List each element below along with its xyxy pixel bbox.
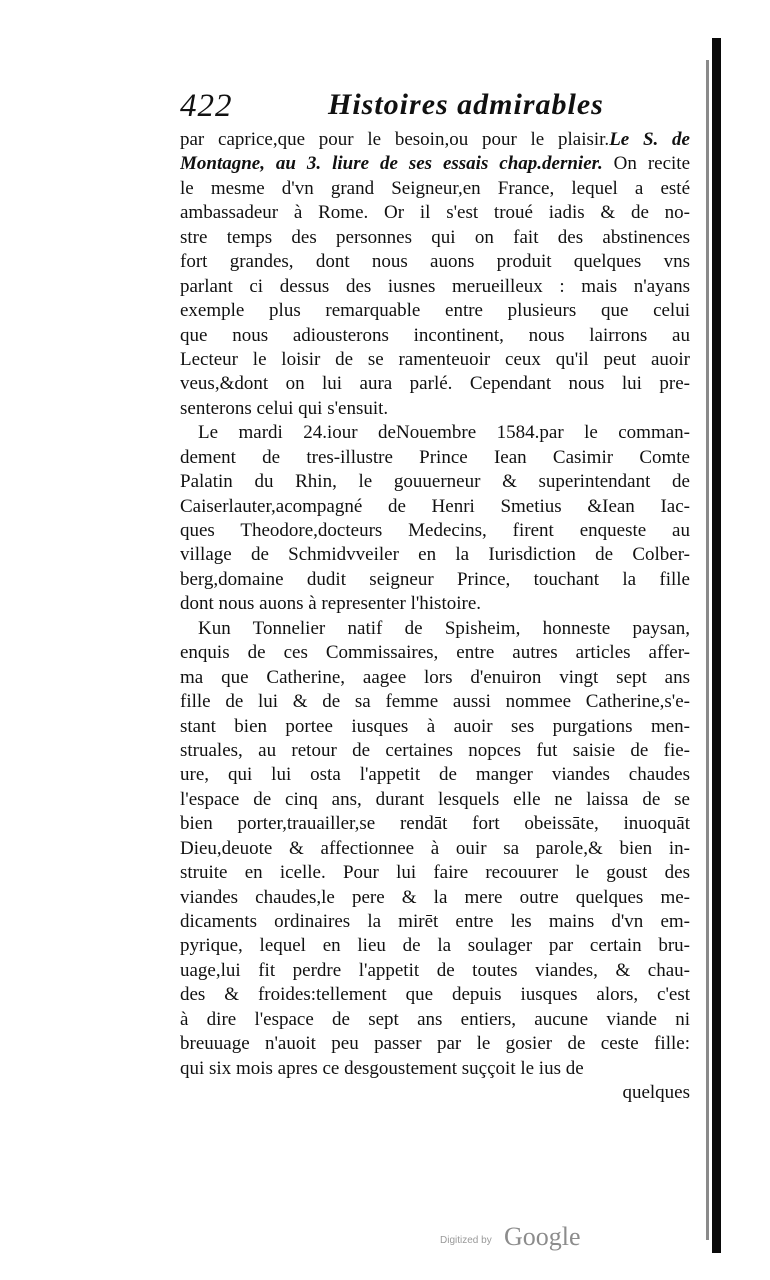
- text-line: [180, 543, 690, 567]
- text-line: [180, 128, 690, 152]
- line-text: ure, qui lui osta l'appetit de manger viandes chaudes: [180, 764, 690, 786]
- text-line: [180, 690, 690, 714]
- body-text: [180, 128, 690, 1106]
- line-text: stre temps des personnes qui on fait des abstinences: [180, 226, 690, 248]
- marginal-reference: Le S. de: [609, 129, 690, 150]
- text-line: [180, 495, 690, 519]
- line-text: bien porter,trauailler,se rendāt fort obeissāte, inuoquāt: [180, 813, 690, 835]
- text-line: [180, 739, 690, 763]
- text-line: [180, 348, 690, 372]
- text-line: [180, 1057, 690, 1081]
- line-text: Palatin du Rhin, le gouuerneur & superintendant de: [180, 471, 690, 493]
- line-text: par caprice,que pour le besoin,ou pour le plaisir.: [180, 129, 610, 150]
- text-line: [180, 763, 690, 787]
- running-head: [180, 88, 690, 128]
- text-line: [180, 519, 690, 543]
- line-text: dicaments ordinaires la mirēt entre les mains d'vn em-: [180, 911, 690, 932]
- page-number: 422: [180, 88, 233, 124]
- book-spine-edge: [712, 38, 721, 1253]
- line-text: stant bien portee iusques à auoir ses purgations men-: [180, 715, 690, 737]
- text-line: [180, 886, 690, 910]
- text-line: [180, 812, 690, 836]
- line-text: l'espace de cinq ans, durant lesquels elle ne laissa de se: [180, 788, 690, 810]
- text-line: [180, 275, 690, 299]
- line-text: Le mardi 24.iour deNouembre 1584.par le comman-: [198, 422, 690, 444]
- line-text: struales, au retour de certaines nopces fut saisie de fie-: [180, 739, 690, 761]
- line-text: dement de tres-illustre Prince Iean Casimir Comte: [180, 446, 690, 468]
- line-text: Lecteur le loisir de se ramenteuoir ceux qu'il peut auoir: [180, 348, 690, 370]
- line-text: qui six mois apres ce desgoustement suççoit le ius de: [180, 1057, 584, 1079]
- line-text: Dieu,deuote & affectionnee à ouir sa parole,& bien in-: [180, 837, 690, 859]
- line-text: breuuage n'auoit peu passer par le gosier de ceste fille:: [180, 1033, 690, 1055]
- line-text: exemple plus remarquable entre plusieurs que celui: [180, 300, 690, 322]
- line-text: fille de lui & de sa femme aussi nommee Catherine,s'e-: [180, 691, 690, 713]
- text-line: [180, 299, 690, 323]
- catchword: quelques: [622, 1082, 690, 1104]
- text-line: [180, 372, 690, 396]
- line-text: viandes chaudes,le pere & la mere outre quelques me-: [180, 886, 690, 908]
- line-text: ma que Catherine, aagee lors d'enuiron vingt sept ans: [180, 666, 690, 688]
- text-line: [180, 1008, 690, 1032]
- text-line: [180, 837, 690, 861]
- line-text: le mesme d'vn grand Seigneur,en France, lequel a esté: [180, 177, 690, 199]
- text-line: [180, 421, 690, 445]
- text-line: [180, 959, 690, 983]
- text-line: [180, 617, 690, 641]
- text-line: [180, 568, 690, 592]
- text-line: [180, 397, 690, 421]
- line-text: à dire l'espace de sept ans entiers, aucune viande ni: [180, 1008, 690, 1030]
- text-line: [180, 152, 690, 176]
- text-line: [180, 641, 690, 665]
- text-line: [180, 324, 690, 348]
- line-text: Kun Tonnelier natif de Spisheim, honneste paysan,: [198, 617, 690, 639]
- line-text: pyrique, lequel en lieu de la soulager par certain bru-: [180, 935, 690, 957]
- running-title: Histoires admirables: [328, 88, 604, 121]
- line-text: des & froides:tellement que depuis iusques alors, c'est: [180, 984, 690, 1006]
- line-text: struite en icelle. Pour lui faire recouurer le goust des: [180, 862, 690, 884]
- text-line: [180, 788, 690, 812]
- line-text: uage,lui fit perdre l'appetit de toutes viandes, & chau-: [180, 959, 690, 981]
- text-line: [180, 983, 690, 1007]
- text-line: [180, 226, 690, 250]
- text-line: [180, 715, 690, 739]
- line-text: parlant ci dessus des iusnes merueilleux : mais n'ayans: [180, 275, 690, 297]
- text-line: [180, 934, 690, 958]
- digitized-watermark: [440, 1222, 610, 1254]
- line-text: fort grandes, dont nous auons produit quelques vns: [180, 251, 690, 273]
- line-text: veus,&dont on lui aura parlé. Cependant nous lui pre-: [180, 373, 690, 395]
- page-gutter-shadow: [706, 60, 709, 1240]
- line-text: village de Schmidvveiler en la Iurisdiction de Colber-: [180, 544, 690, 566]
- text-line: [180, 910, 690, 934]
- watermark-prefix: Digitized by: [440, 1235, 492, 1246]
- line-text: senterons celui qui s'ensuit.: [180, 397, 389, 419]
- text-line: [180, 1032, 690, 1056]
- line-text: ambassadeur à Rome. Or il s'est troué iadis & de no-: [180, 202, 690, 224]
- text-line: [180, 666, 690, 690]
- line-text: enquis de ces Commissaires, entre autres articles affer-: [180, 642, 690, 664]
- line-text: que nous adiousterons incontinent, nous lairrons au: [180, 324, 690, 346]
- text-line: [180, 446, 690, 470]
- marginal-reference: Montagne, au 3. liure de ses essais chap.dernier.: [180, 153, 603, 175]
- text-line: [180, 250, 690, 274]
- text-line: [180, 470, 690, 494]
- text-line: [180, 861, 690, 885]
- text-line: [180, 201, 690, 225]
- line-text: ques Theodore,docteurs Medecins, firent enqueste au: [180, 520, 690, 541]
- line-text: Caiserlauter,acompagné de Henri Smetius &Iean Iac-: [180, 495, 690, 517]
- line-text: berg,domaine dudit seigneur Prince, touchant la fille: [180, 568, 690, 590]
- line-text: On recite: [602, 153, 690, 175]
- line-text: dont nous auons à representer l'histoire.: [180, 593, 482, 615]
- text-line: [180, 177, 690, 201]
- watermark-brand: Google: [504, 1222, 581, 1251]
- text-line: [180, 592, 690, 616]
